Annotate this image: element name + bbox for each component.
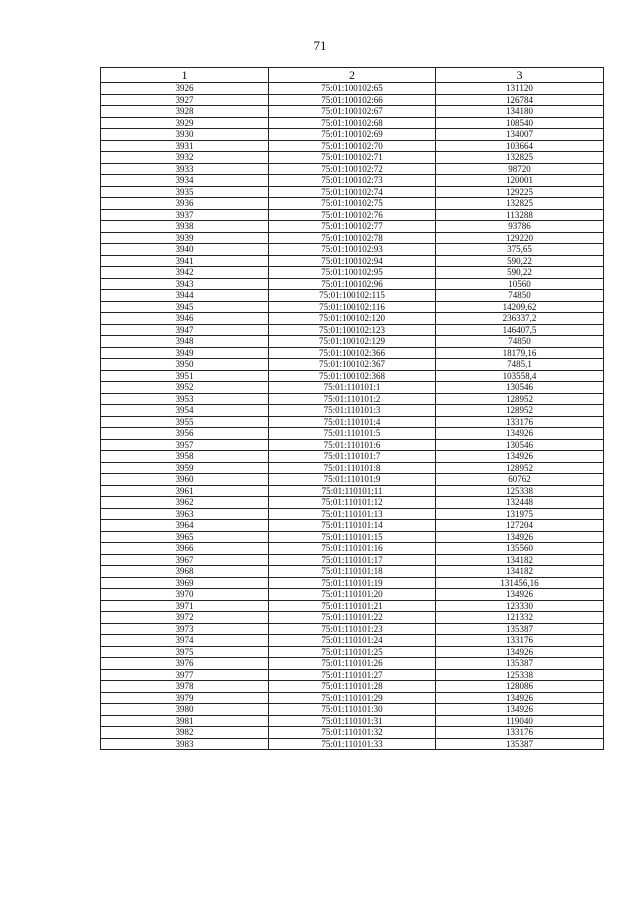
table-row xyxy=(101,336,604,348)
row-number-cell: 3928 xyxy=(101,106,269,118)
cadastral-number-cell: 75:01:110101:12 xyxy=(269,497,436,509)
cadastral-number-cell: 75:01:100102:95 xyxy=(269,267,436,279)
value-cell: 113288 xyxy=(436,209,604,221)
row-number-cell: 3935 xyxy=(101,186,269,198)
cadastral-number-cell: 75:01:110101:7 xyxy=(269,451,436,463)
table-row xyxy=(101,715,604,727)
value-cell: 74850 xyxy=(436,290,604,302)
table-row xyxy=(101,727,604,739)
row-number-cell: 3974 xyxy=(101,635,269,647)
table-row xyxy=(101,117,604,129)
row-number-cell: 3978 xyxy=(101,681,269,693)
table-row xyxy=(101,232,604,244)
value-cell: 7485,1 xyxy=(436,359,604,371)
table-row xyxy=(101,290,604,302)
cadastral-number-cell: 75:01:110101:31 xyxy=(269,715,436,727)
cadastral-number-cell: 75:01:100102:120 xyxy=(269,313,436,325)
cadastral-number-cell: 75:01:110101:8 xyxy=(269,462,436,474)
table-row xyxy=(101,186,604,198)
cadastral-number-cell: 75:01:110101:1 xyxy=(269,382,436,394)
row-number-cell: 3946 xyxy=(101,313,269,325)
value-cell: 10560 xyxy=(436,278,604,290)
row-number-cell: 3970 xyxy=(101,589,269,601)
table-row xyxy=(101,94,604,106)
row-number-cell: 3975 xyxy=(101,646,269,658)
cadastral-number-cell: 75:01:110101:22 xyxy=(269,612,436,624)
value-cell: 134926 xyxy=(436,704,604,716)
value-cell: 131975 xyxy=(436,508,604,520)
table-row xyxy=(101,738,604,750)
row-number-cell: 3941 xyxy=(101,255,269,267)
row-number-cell: 3943 xyxy=(101,278,269,290)
value-cell: 135387 xyxy=(436,738,604,750)
value-cell: 123330 xyxy=(436,600,604,612)
value-cell: 590,22 xyxy=(436,255,604,267)
row-number-cell: 3947 xyxy=(101,324,269,336)
cadastral-number-cell: 75:01:110101:2 xyxy=(269,393,436,405)
cadastral-number-cell: 75:01:110101:16 xyxy=(269,543,436,555)
table-row xyxy=(101,508,604,520)
row-number-cell: 3950 xyxy=(101,359,269,371)
table-row xyxy=(101,405,604,417)
row-number-cell: 3929 xyxy=(101,117,269,129)
column-header-1: 1 xyxy=(101,68,269,83)
table-row xyxy=(101,704,604,716)
table-row xyxy=(101,255,604,267)
cadastral-number-cell: 75:01:100102:73 xyxy=(269,175,436,187)
value-cell: 18179,16 xyxy=(436,347,604,359)
table-row xyxy=(101,497,604,509)
row-number-cell: 3957 xyxy=(101,439,269,451)
cadastral-number-cell: 75:01:100102:367 xyxy=(269,359,436,371)
table-row xyxy=(101,474,604,486)
table-row xyxy=(101,681,604,693)
value-cell: 128952 xyxy=(436,405,604,417)
table-row xyxy=(101,520,604,532)
value-cell: 132448 xyxy=(436,497,604,509)
row-number-cell: 3964 xyxy=(101,520,269,532)
table-row xyxy=(101,198,604,210)
cadastral-number-cell: 75:01:100102:70 xyxy=(269,140,436,152)
cadastral-number-cell: 75:01:110101:4 xyxy=(269,416,436,428)
table-row xyxy=(101,324,604,336)
cadastral-number-cell: 75:01:100102:94 xyxy=(269,255,436,267)
table-row xyxy=(101,428,604,440)
row-number-cell: 3953 xyxy=(101,393,269,405)
row-number-cell: 3969 xyxy=(101,577,269,589)
value-cell: 134182 xyxy=(436,554,604,566)
table-row xyxy=(101,646,604,658)
row-number-cell: 3955 xyxy=(101,416,269,428)
cadastral-number-cell: 75:01:100102:93 xyxy=(269,244,436,256)
table-row xyxy=(101,623,604,635)
cadastral-number-cell: 75:01:100102:75 xyxy=(269,198,436,210)
table-row xyxy=(101,577,604,589)
cadastral-number-cell: 75:01:110101:26 xyxy=(269,658,436,670)
row-number-cell: 3930 xyxy=(101,129,269,141)
cadastral-number-cell: 75:01:110101:6 xyxy=(269,439,436,451)
cadastral-number-cell: 75:01:110101:18 xyxy=(269,566,436,578)
table-row xyxy=(101,439,604,451)
table-row xyxy=(101,359,604,371)
table-row xyxy=(101,589,604,601)
table-row xyxy=(101,301,604,313)
value-cell: 129225 xyxy=(436,186,604,198)
value-cell: 125338 xyxy=(436,485,604,497)
cadastral-number-cell: 75:01:100102:366 xyxy=(269,347,436,359)
row-number-cell: 3951 xyxy=(101,370,269,382)
table-row xyxy=(101,370,604,382)
cadastral-number-cell: 75:01:100102:66 xyxy=(269,94,436,106)
value-cell: 134926 xyxy=(436,646,604,658)
cadastral-number-cell: 75:01:100102:116 xyxy=(269,301,436,313)
value-cell: 134926 xyxy=(436,692,604,704)
value-cell: 133176 xyxy=(436,727,604,739)
value-cell: 60762 xyxy=(436,474,604,486)
row-number-cell: 3944 xyxy=(101,290,269,302)
cadastral-number-cell: 75:01:110101:17 xyxy=(269,554,436,566)
table-row xyxy=(101,175,604,187)
value-cell: 129220 xyxy=(436,232,604,244)
cadastral-number-cell: 75:01:110101:25 xyxy=(269,646,436,658)
cadastral-number-cell: 75:01:100102:68 xyxy=(269,117,436,129)
table-row xyxy=(101,221,604,233)
table-row xyxy=(101,267,604,279)
row-number-cell: 3942 xyxy=(101,267,269,279)
cadastral-number-cell: 75:01:110101:24 xyxy=(269,635,436,647)
row-number-cell: 3954 xyxy=(101,405,269,417)
table-row xyxy=(101,612,604,624)
header-row xyxy=(101,68,604,83)
value-cell: 14209,62 xyxy=(436,301,604,313)
value-cell: 133176 xyxy=(436,416,604,428)
row-number-cell: 3962 xyxy=(101,497,269,509)
row-number-cell: 3980 xyxy=(101,704,269,716)
row-number-cell: 3961 xyxy=(101,485,269,497)
cadastral-number-cell: 75:01:100102:78 xyxy=(269,232,436,244)
table-row xyxy=(101,140,604,152)
table-row xyxy=(101,600,604,612)
cadastral-number-cell: 75:01:110101:9 xyxy=(269,474,436,486)
cadastral-number-cell: 75:01:110101:28 xyxy=(269,681,436,693)
value-cell: 130546 xyxy=(436,439,604,451)
value-cell: 135387 xyxy=(436,623,604,635)
cadastral-number-cell: 75:01:110101:15 xyxy=(269,531,436,543)
value-cell: 103558,4 xyxy=(436,370,604,382)
cadastral-number-cell: 75:01:110101:21 xyxy=(269,600,436,612)
row-number-cell: 3956 xyxy=(101,428,269,440)
value-cell: 135387 xyxy=(436,658,604,670)
cadastral-number-cell: 75:01:100102:77 xyxy=(269,221,436,233)
table-row xyxy=(101,163,604,175)
value-cell: 134926 xyxy=(436,531,604,543)
page-number: 71 xyxy=(313,38,327,53)
row-number-cell: 3982 xyxy=(101,727,269,739)
value-cell: 126784 xyxy=(436,94,604,106)
value-cell: 121332 xyxy=(436,612,604,624)
cadastral-number-cell: 75:01:100102:72 xyxy=(269,163,436,175)
cadastral-number-cell: 75:01:100102:129 xyxy=(269,336,436,348)
row-number-cell: 3960 xyxy=(101,474,269,486)
column-header-3: 3 xyxy=(436,68,604,83)
row-number-cell: 3971 xyxy=(101,600,269,612)
table-row xyxy=(101,462,604,474)
column-header-2: 2 xyxy=(269,68,436,83)
value-cell: 375,65 xyxy=(436,244,604,256)
table-row xyxy=(101,106,604,118)
table-row xyxy=(101,451,604,463)
row-number-cell: 3972 xyxy=(101,612,269,624)
value-cell: 125338 xyxy=(436,669,604,681)
value-cell: 134180 xyxy=(436,106,604,118)
table-row xyxy=(101,382,604,394)
row-number-cell: 3936 xyxy=(101,198,269,210)
row-number-cell: 3949 xyxy=(101,347,269,359)
row-number-cell: 3945 xyxy=(101,301,269,313)
table-row xyxy=(101,485,604,497)
table-row xyxy=(101,152,604,164)
value-cell: 127204 xyxy=(436,520,604,532)
row-number-cell: 3968 xyxy=(101,566,269,578)
row-number-cell: 3934 xyxy=(101,175,269,187)
value-cell: 120001 xyxy=(436,175,604,187)
value-cell: 132825 xyxy=(436,152,604,164)
cadastral-number-cell: 75:01:100102:96 xyxy=(269,278,436,290)
table-row xyxy=(101,543,604,555)
cadastral-number-cell: 75:01:110101:33 xyxy=(269,738,436,750)
row-number-cell: 3966 xyxy=(101,543,269,555)
cadastral-number-cell: 75:01:110101:23 xyxy=(269,623,436,635)
cadastral-number-cell: 75:01:110101:13 xyxy=(269,508,436,520)
value-cell: 132825 xyxy=(436,198,604,210)
row-number-cell: 3952 xyxy=(101,382,269,394)
value-cell: 133176 xyxy=(436,635,604,647)
value-cell: 131120 xyxy=(436,83,604,95)
cadastral-number-cell: 75:01:100102:65 xyxy=(269,83,436,95)
table-row xyxy=(101,635,604,647)
row-number-cell: 3959 xyxy=(101,462,269,474)
cadastral-number-cell: 75:01:100102:76 xyxy=(269,209,436,221)
value-cell: 134926 xyxy=(436,451,604,463)
row-number-cell: 3981 xyxy=(101,715,269,727)
row-number-cell: 3963 xyxy=(101,508,269,520)
cadastral-number-cell: 75:01:110101:20 xyxy=(269,589,436,601)
cadastral-number-cell: 75:01:110101:30 xyxy=(269,704,436,716)
row-number-cell: 3931 xyxy=(101,140,269,152)
cadastral-number-cell: 75:01:110101:14 xyxy=(269,520,436,532)
value-cell: 135560 xyxy=(436,543,604,555)
row-number-cell: 3979 xyxy=(101,692,269,704)
table-row xyxy=(101,692,604,704)
row-number-cell: 3926 xyxy=(101,83,269,95)
table-row xyxy=(101,658,604,670)
cadastral-number-cell: 75:01:100102:71 xyxy=(269,152,436,164)
cadastral-number-cell: 75:01:110101:19 xyxy=(269,577,436,589)
cadastral-number-cell: 75:01:100102:74 xyxy=(269,186,436,198)
row-number-cell: 3937 xyxy=(101,209,269,221)
data-table xyxy=(100,67,604,750)
cadastral-number-cell: 75:01:110101:11 xyxy=(269,485,436,497)
row-number-cell: 3967 xyxy=(101,554,269,566)
value-cell: 103664 xyxy=(436,140,604,152)
row-number-cell: 3977 xyxy=(101,669,269,681)
row-number-cell: 3938 xyxy=(101,221,269,233)
table-row xyxy=(101,393,604,405)
table-row xyxy=(101,209,604,221)
table-row xyxy=(101,244,604,256)
table-row xyxy=(101,347,604,359)
cadastral-number-cell: 75:01:110101:32 xyxy=(269,727,436,739)
value-cell: 134926 xyxy=(436,428,604,440)
value-cell: 108540 xyxy=(436,117,604,129)
row-number-cell: 3940 xyxy=(101,244,269,256)
value-cell: 236337,2 xyxy=(436,313,604,325)
row-number-cell: 3965 xyxy=(101,531,269,543)
cadastral-number-cell: 75:01:110101:5 xyxy=(269,428,436,440)
cadastral-number-cell: 75:01:110101:29 xyxy=(269,692,436,704)
value-cell: 128952 xyxy=(436,462,604,474)
row-number-cell: 3958 xyxy=(101,451,269,463)
value-cell: 130546 xyxy=(436,382,604,394)
table-row xyxy=(101,83,604,95)
table-row xyxy=(101,278,604,290)
value-cell: 134182 xyxy=(436,566,604,578)
value-cell: 119040 xyxy=(436,715,604,727)
row-number-cell: 3939 xyxy=(101,232,269,244)
row-number-cell: 3932 xyxy=(101,152,269,164)
cadastral-number-cell: 75:01:100102:368 xyxy=(269,370,436,382)
value-cell: 128086 xyxy=(436,681,604,693)
value-cell: 146407,5 xyxy=(436,324,604,336)
cadastral-number-cell: 75:01:100102:123 xyxy=(269,324,436,336)
cadastral-number-cell: 75:01:100102:69 xyxy=(269,129,436,141)
value-cell: 93786 xyxy=(436,221,604,233)
value-cell: 134926 xyxy=(436,589,604,601)
row-number-cell: 3983 xyxy=(101,738,269,750)
table-header xyxy=(101,68,604,83)
table-row xyxy=(101,531,604,543)
value-cell: 98720 xyxy=(436,163,604,175)
cadastral-number-cell: 75:01:100102:67 xyxy=(269,106,436,118)
cadastral-number-cell: 75:01:110101:27 xyxy=(269,669,436,681)
table-row xyxy=(101,669,604,681)
table-row xyxy=(101,313,604,325)
table-body xyxy=(101,83,604,750)
row-number-cell: 3927 xyxy=(101,94,269,106)
row-number-cell: 3933 xyxy=(101,163,269,175)
row-number-cell: 3976 xyxy=(101,658,269,670)
table-row xyxy=(101,554,604,566)
table-row xyxy=(101,416,604,428)
value-cell: 131456,16 xyxy=(436,577,604,589)
table-row xyxy=(101,566,604,578)
row-number-cell: 3973 xyxy=(101,623,269,635)
value-cell: 74850 xyxy=(436,336,604,348)
table-row xyxy=(101,129,604,141)
row-number-cell: 3948 xyxy=(101,336,269,348)
cadastral-number-cell: 75:01:110101:3 xyxy=(269,405,436,417)
cadastral-number-cell: 75:01:100102:115 xyxy=(269,290,436,302)
value-cell: 590,22 xyxy=(436,267,604,279)
value-cell: 134007 xyxy=(436,129,604,141)
value-cell: 128952 xyxy=(436,393,604,405)
